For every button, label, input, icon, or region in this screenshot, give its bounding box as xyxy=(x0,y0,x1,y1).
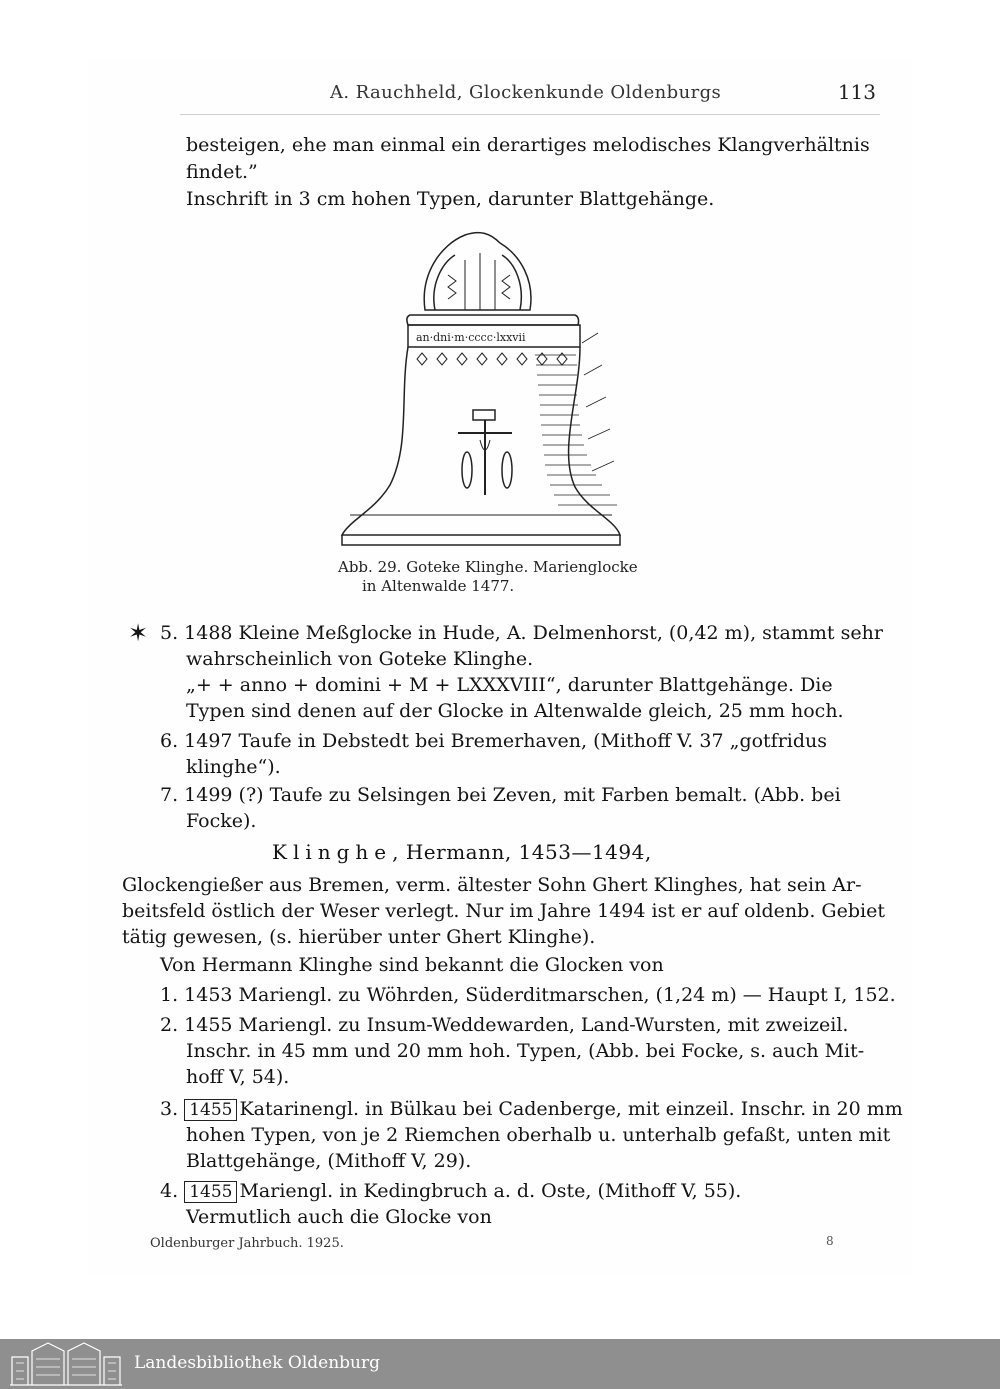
item5-line-3: „+ + anno + domini + M + LXXXVIII“, darunter Blattgehänge. Die xyxy=(186,674,833,696)
item7-line-1: 7. 1499 (?) Taufe zu Selsingen bei Zeven, mit Farben bemalt. (Abb. bei xyxy=(160,784,841,806)
hermann-item3-text: Katarinengl. in Bülkau bei Cadenberge, mit einzeil. Inschr. in 20 mm xyxy=(239,1098,903,1120)
library-building-icon xyxy=(8,1341,124,1387)
item5-line-1: 5. 1488 Kleine Meßglocke in Hude, A. Delmenhorst, (0,42 m), stammt sehr xyxy=(160,622,883,644)
item7-line-2: Focke). xyxy=(186,810,257,832)
hermann-item3-line-2: hohen Typen, von je 2 Riemchen oberhalb u. unterhalb gefaßt, unten mit xyxy=(186,1124,891,1146)
hermann-item2-line-1: 2. 1455 Mariengl. zu Insum-Weddewarden, Land-Wursten, mit zweizeil. xyxy=(160,1014,849,1036)
hermann-item3-line-1 xyxy=(160,1096,903,1122)
hermann-item3-line-3: Blattgehänge, (Mithoff V, 29). xyxy=(186,1150,472,1172)
hermann-item3-year-box: 1455 xyxy=(184,1099,237,1121)
library-name: Landesbibliothek Oldenburg xyxy=(134,1353,381,1373)
hermann-item4-text: Mariengl. in Kedingbruch a. d. Oste, (Mithoff V, 55). xyxy=(239,1180,742,1202)
intro-line-3: Inschrift in 3 cm hohen Typen, darunter Blattgehänge. xyxy=(186,188,715,210)
hermann-item1-line-1: 1. 1453 Mariengl. zu Wöhrden, Süderditmarschen, (1,24 m) — Haupt I, 152. xyxy=(160,984,896,1006)
item5-line-4: Typen sind denen auf der Glocke in Altenwalde gleich, 25 mm hoch. xyxy=(186,700,844,722)
hermann-item3-number: 3. xyxy=(160,1098,179,1120)
heading-surname: Klinghe xyxy=(272,840,393,864)
figure-caption-line-2: in Altenwalde 1477. xyxy=(362,577,515,595)
svg-text:an·dni·m·cccc·lxxvii: an·dni·m·cccc·lxxvii xyxy=(416,331,526,344)
footer-signature: 8 xyxy=(826,1234,834,1248)
hermann-item4-number: 4. xyxy=(160,1180,179,1202)
hermann-item4-year-box: 1455 xyxy=(184,1181,237,1203)
description-line-1: Glockengießer aus Bremen, verm. ältester Sohn Ghert Klinghes, hat sein Ar- xyxy=(122,874,862,896)
description-line-3: tätig gewesen, (s. hierüber unter Ghert Klinghe). xyxy=(122,926,596,948)
hermann-item4-line-1 xyxy=(160,1178,741,1204)
hermann-item4-line-2: Vermutlich auch die Glocke von xyxy=(186,1206,492,1228)
heading-rest: , Hermann, 1453—1494, xyxy=(392,840,652,864)
section-heading xyxy=(272,840,652,864)
star-marker-icon: ✶ xyxy=(128,619,149,647)
header-title: A. Rauchheld, Glockenkunde Oldenburgs xyxy=(330,82,722,103)
item6-line-1: 6. 1497 Taufe in Debstedt bei Bremerhaven, (Mithoff V. 37 „gotfridus xyxy=(160,730,828,752)
hermann-item2-line-3: hoff V, 54). xyxy=(186,1066,290,1088)
figure-caption-line-1: Abb. 29. Goteke Klinghe. Marienglocke xyxy=(338,558,638,576)
description-line-4: Von Hermann Klinghe sind bekannt die Glocken von xyxy=(160,954,664,976)
footer-journal: Oldenburger Jahrbuch. 1925. xyxy=(150,1236,344,1251)
intro-line-2: findet.” xyxy=(186,161,258,183)
item6-line-2: klinghe“). xyxy=(186,756,281,778)
library-bar xyxy=(0,1339,1000,1389)
item5-line-2: wahrscheinlich von Goteke Klinghe. xyxy=(186,648,534,670)
description-line-2: beitsfeld östlich der Weser verlegt. Nur im Jahre 1494 ist er auf oldenb. Gebiet xyxy=(122,900,885,922)
running-header xyxy=(180,78,880,115)
hermann-item2-line-2: Inschr. in 45 mm und 20 mm hoh. Typen, (Abb. bei Focke, s. auch Mit- xyxy=(186,1040,865,1062)
intro-line-1: besteigen, ehe man einmal ein derartiges melodisches Klangverhältnis xyxy=(186,134,870,156)
bell-illustration xyxy=(330,225,630,555)
page-number: 113 xyxy=(837,80,876,104)
